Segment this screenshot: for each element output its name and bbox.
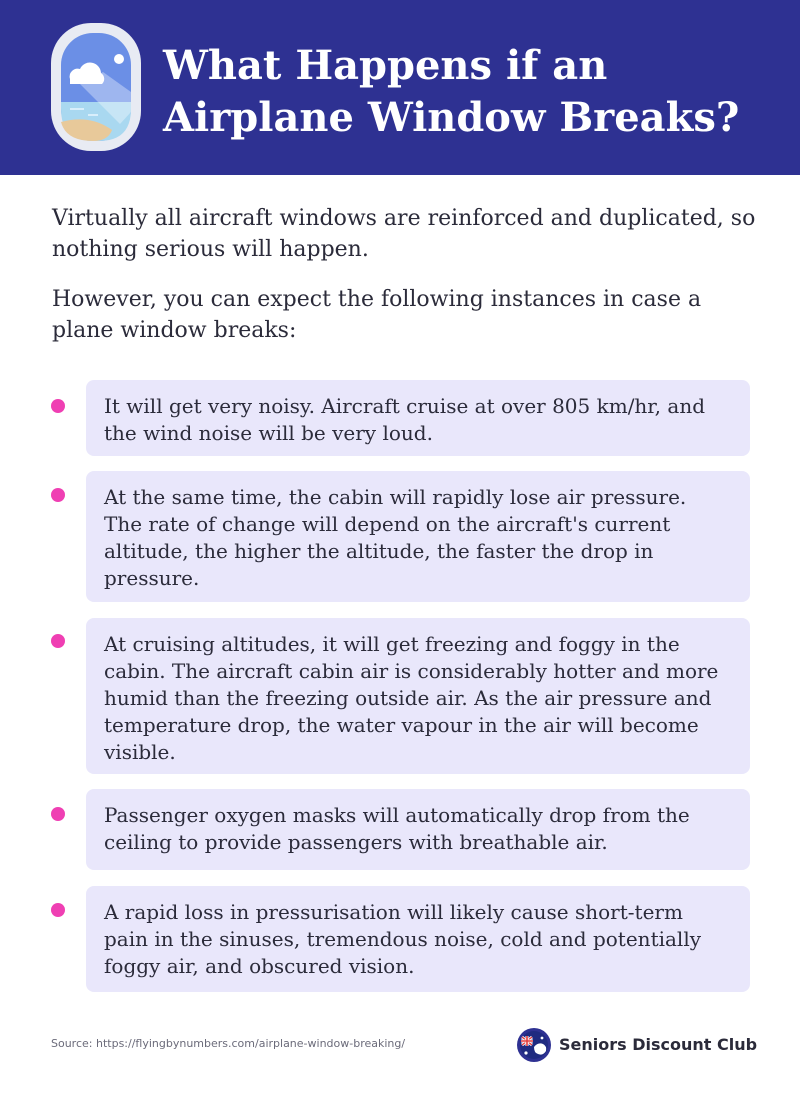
title-line-1: What Happens if an — [163, 42, 608, 89]
fact-text: A rapid loss in pressurisation will likely cause short-term pain in the sinuses, tremendous noise, cold and potentially foggy air, and obscured vision. — [104, 900, 702, 978]
fact-card — [86, 789, 750, 870]
bullet-dot-icon — [51, 634, 65, 648]
intro-paragraph-2: However, you can expect the following instances in case a plane window breaks: — [52, 287, 702, 343]
australia-flag-logo-icon — [516, 1027, 552, 1063]
bullet-dot-icon — [51, 488, 65, 502]
fact-text: It will get very noisy. Aircraft cruise at over 805 km/hr, and the wind noise will be very loud. — [104, 394, 705, 445]
bullet-dot-icon — [51, 399, 65, 413]
title-line-2: Airplane Window Breaks? — [163, 94, 740, 141]
fact-text: At the same time, the cabin will rapidly lose air pressure. The rate of change will depend on the aircraft's current altitude, the higher the altitude, the faster the drop in pressure. — [104, 485, 687, 590]
source-citation: Source: https://flyingbynumbers.com/airplane-window-breaking/ — [51, 1037, 406, 1050]
fact-text: Passenger oxygen masks will automatically drop from the ceiling to provide passengers with breathable air. — [104, 803, 690, 854]
fact-text: At cruising altitudes, it will get freezing and foggy in the cabin. The aircraft cabin air is considerably hotter and more humid than the freezing outside air. As the air pressure and temperature drop, the water vapour in the air will become visible. — [104, 632, 719, 764]
bullet-dot-icon — [51, 807, 65, 821]
fact-card — [86, 471, 750, 602]
fact-card — [86, 886, 750, 992]
brand-name: Seniors Discount Club — [559, 1035, 758, 1054]
fact-card — [86, 380, 750, 456]
fact-card — [86, 618, 750, 774]
brand-logo-group — [516, 1027, 756, 1063]
bullet-dot-icon — [51, 903, 65, 917]
intro-paragraph-1: Virtually all aircraft windows are reinforced and duplicated, so nothing serious will happen. — [52, 206, 756, 262]
